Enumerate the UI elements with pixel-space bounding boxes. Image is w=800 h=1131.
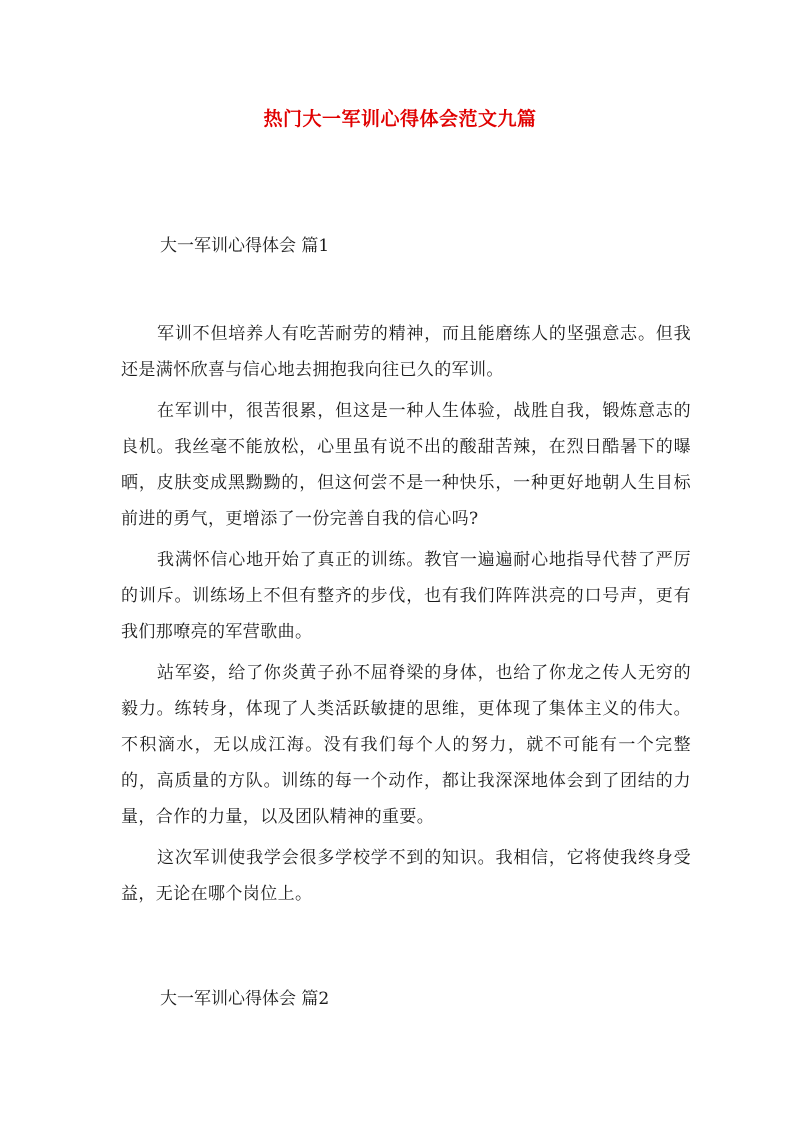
paragraph: 站军姿，给了你炎黄子孙不屈脊梁的身体，也给了你龙之传人无穷的毅力。练转身，体现了人类活跃敏捷的思维，更体现了集体主义的伟大。不积滴水，无以成江海。没有我们每个人的努力，就不可能有一个完整的，高质量的方队。训练的每一个动作，都让我深深地体会到了团结的力量，合作的力量，以及团队精神的重要。 <box>121 663 691 827</box>
document-title: 热门大一军训心得体会范文九篇 <box>263 108 537 130</box>
paragraph: 我满怀信心地开始了真正的训练。教官一遍遍耐心地指导代替了严厉的训斥。训练场上不但有整齐的步伐，也有我们阵阵洪亮的口号声，更有我们那嘹亮的军营歌曲。 <box>121 550 691 642</box>
section-heading-1: 大一军训心得体会 篇1 <box>160 236 330 256</box>
paragraph: 在军训中，很苦很累，但这是一种人生体验，战胜自我，锻炼意志的良机。我丝毫不能放松，心里虽有说不出的酸甜苦辣，在烈日酷暑下的曝晒，皮肤变成黑黝黝的，但这何尝不是一种快乐，一种更好地朝人生目标前进的勇气，更增添了一份完善自我的信心吗? <box>121 401 691 529</box>
paragraph: 这次军训使我学会很多学校学不到的知识。我相信，它将使我终身受益，无论在哪个岗位上。 <box>121 848 691 904</box>
section-heading-2: 大一军训心得体会 篇2 <box>160 989 330 1009</box>
body-text <box>121 316 691 912</box>
paragraph: 军训不但培养人有吃苦耐劳的精神，而且能磨练人的坚强意志。但我还是满怀欣喜与信心地去拥抱我向往已久的军训。 <box>121 324 691 380</box>
